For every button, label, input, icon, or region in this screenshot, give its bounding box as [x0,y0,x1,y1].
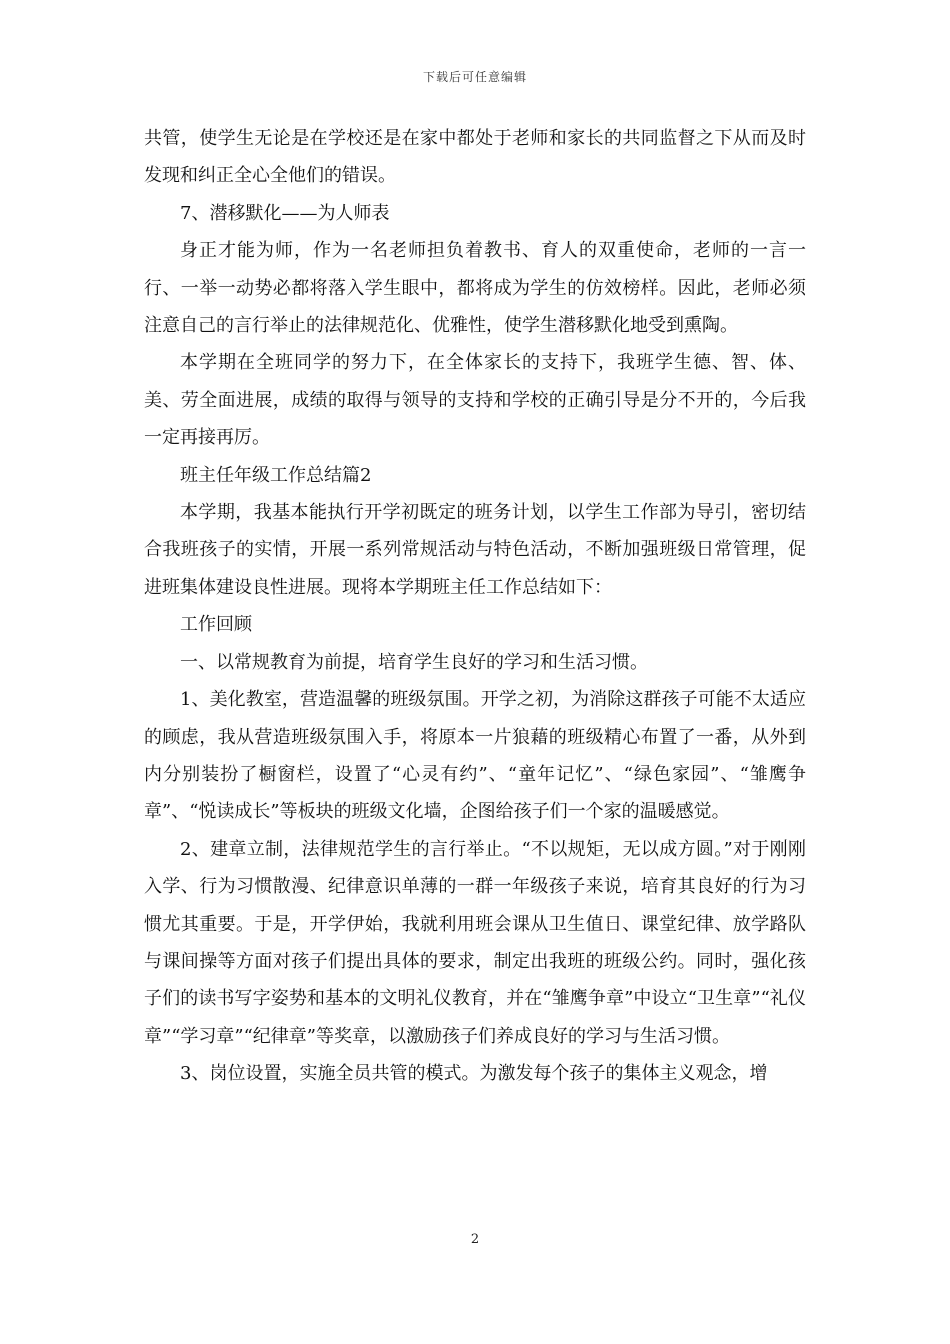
paragraph: 2、建章立制，法律规范学生的言行举止。“不以规矩，无以成方圆。”对于刚刚入学、行为习惯散漫、纪律意识单薄的一群一年级孩子来说，培育其良好的行为习惯尤其重要。于是，开学伊始，我就利用班会课从卫生值日、课堂纪律、放学路队与课间操等方面对孩子们提出具体的要求，制定出我班的班级公约。同时，强化孩子们的读书写字姿势和基本的文明礼仪教育，并在“雏鹰争章”中设立“卫生章”“礼仪章”“学习章”“纪律章”等奖章，以激励孩子们养成良好的学习与生活习惯。 [144,838,806,1047]
paragraph: 本学期，我基本能执行开学初既定的班务计划，以学生工作部为导引，密切结合我班孩子的实情，开展一系列常规活动与特色活动，不断加强班级日常管理，促进班集体建设良性进展。现将本学期班主任工作总结如下： [144,502,806,598]
paragraph: 共管，使学生无论是在学校还是在家中都处于老师和家长的共同监督之下从而及时发现和纠正全心全他们的错误。 [144,128,806,187]
page-number: 2 [470,1232,480,1247]
paragraph: 本学期在全班同学的努力下，在全体家长的支持下，我班学生德、智、体、美、劳全面进展，成绩的取得与领导的支持和学校的正确引导是分不开的，今后我一定再接再厉。 [144,352,806,449]
document-body [144,120,806,1093]
paragraph: 身正才能为师，作为一名老师担负着教书、育人的双重使命，老师的一言一行、一举一动势必都将落入学生眼中，都将成为学生的仿效榜样。因此，老师必须注意自己的言行举止的法律规范化、优雅性，使学生潜移默化地受到熏陶。 [144,240,806,337]
section-heading: 7、潜移默化——为人师表 [180,202,390,224]
section-heading: 工作回顾 [180,614,252,636]
page-header: 下载后可任意编辑 [422,70,527,84]
paragraph: 1、美化教室，营造温馨的班级氛围。开学之初，为消除这群孩子可能不太适应的顾虑，我从营造班级氛围入手，将原本一片狼藉的班级精心布置了一番，从外到内分别装扮了橱窗栏，设置了“心灵有约”、“童年记忆”、“绿色家园”、“雏鹰争章”、“悦读成长”等板块的班级文化墙，企图给孩子们一个家的温暖感觉。 [144,689,806,823]
paragraph: 3、岗位设置，实施全员共管的模式。为激发每个孩子的集体主义观念，增 [180,1063,768,1085]
section-heading: 班主任年级工作总结篇2 [180,464,372,486]
section-heading: 一、以常规教育为前提，培育学生良好的学习和生活习惯。 [180,651,648,673]
